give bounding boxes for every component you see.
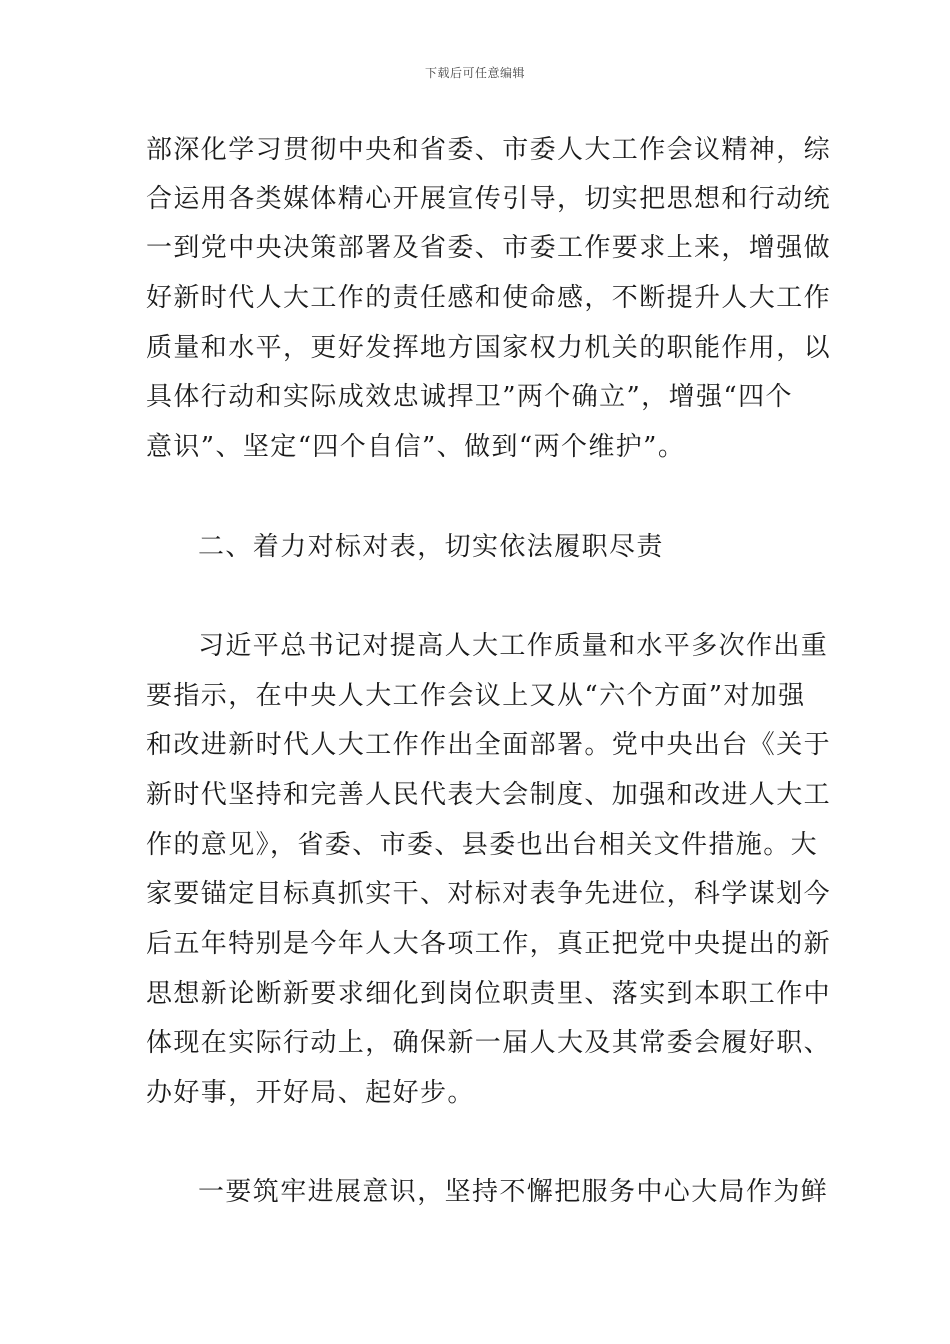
text-line: 合运用各类媒体精心开展宣传引导，切实把思想和行动统 — [146, 184, 832, 214]
text-line: 新时代坚持和完善人民代表大会制度、加强和改进人大工 — [146, 780, 832, 810]
text-line: 后五年特别是今年人大各项工作，真正把党中央提出的新 — [146, 929, 832, 959]
text-line: 要指示，在中央人大工作会议上又从“六个方面”对加强 — [146, 681, 806, 711]
section-heading: 二、着力对标对表，切实依法履职尽责 — [198, 532, 664, 562]
text-line: 具体行动和实际成效忠诚捍卫”两个确立”，增强“四个 — [146, 382, 793, 412]
text-line: 和改进新时代人大工作作出全面部署。党中央出台《关于 — [146, 730, 832, 760]
text-line: 意识”、坚定“四个自信”、做到“两个维护”。 — [146, 432, 686, 462]
text-line: 好新时代人大工作的责任感和使命感，不断提升人大工作 — [146, 283, 832, 313]
text-line: 一到党中央决策部署及省委、市委工作要求上来，增强做 — [146, 233, 832, 263]
text-line: 一要筑牢进展意识，坚持不懈把服务中心大局作为鲜 — [198, 1177, 829, 1207]
text-line: 质量和水平，更好发挥地方国家权力机关的职能作用，以 — [146, 333, 832, 363]
text-line: 体现在实际行动上，确保新一届人大及其常委会履好职、 — [146, 1028, 832, 1058]
text-line: 作的意见》，省委、市委、县委也出台相关文件措施。大 — [146, 830, 819, 860]
text-line: 思想新论断新要求细化到岗位职责里、落实到本职工作中 — [146, 979, 832, 1009]
text-line: 办好事，开好局、起好步。 — [146, 1078, 475, 1108]
text-line: 部深化学习贯彻中央和省委、市委人大工作会议精神，综 — [146, 135, 832, 165]
text-line: 家要锚定目标真抓实干、对标对表争先进位，科学谋划今 — [146, 879, 832, 909]
page-header: 下载后可任意编辑 — [424, 66, 525, 80]
text-line: 习近平总书记对提高人大工作质量和水平多次作出重 — [198, 631, 829, 661]
